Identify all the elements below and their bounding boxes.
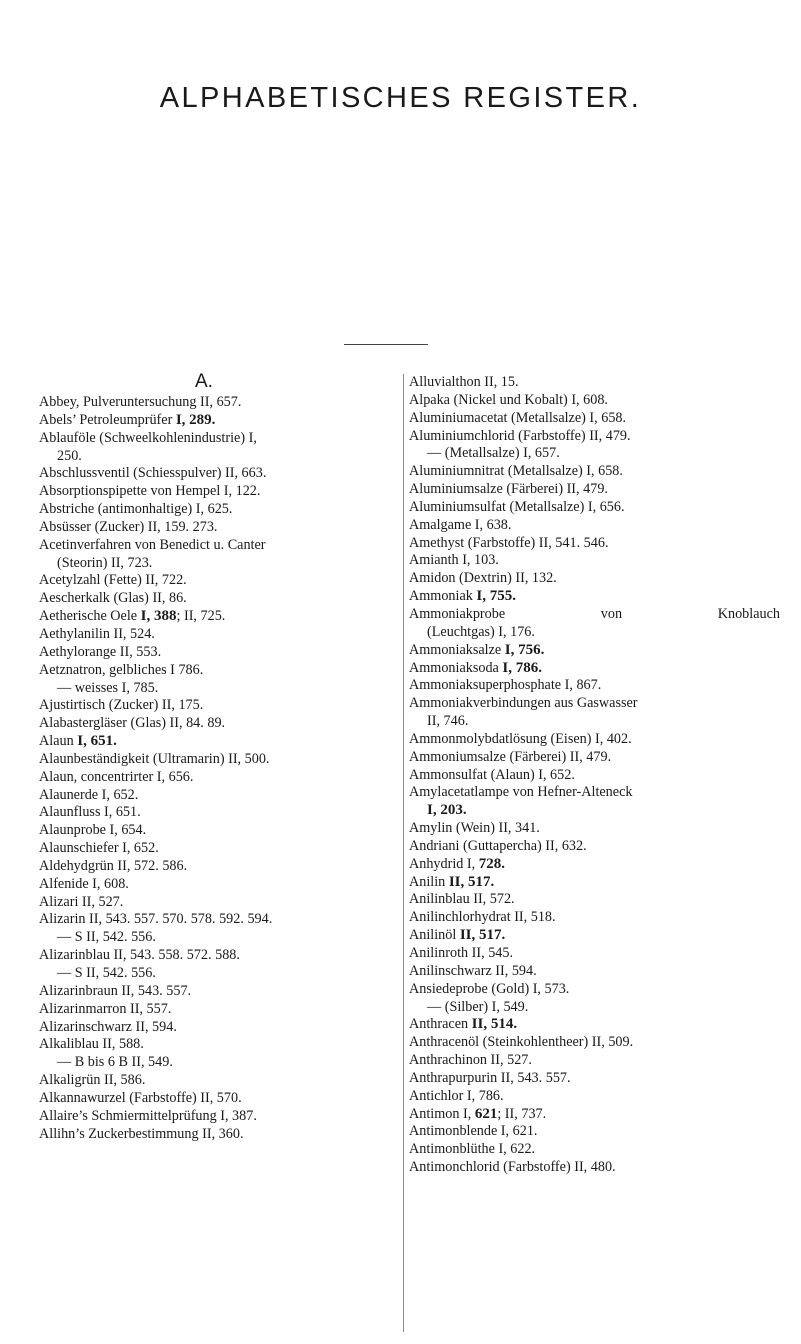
index-entry: Ammoniakverbindungen aus Gaswasser — [409, 695, 638, 712]
index-entry: Abbey, Pulveruntersuchung II, 657. — [39, 394, 242, 410]
index-entry-continuation: (Leuchtgas) I, 176. — [427, 623, 535, 640]
index-entry: Absüsser (Zucker) II, 159. 273. — [39, 518, 218, 535]
entry-term: Alaun — [39, 733, 78, 750]
index-entry: Alizarinschwarz II, 594. — [39, 1018, 177, 1035]
index-entry-continuation: (Steorin) II, 723. — [57, 554, 153, 571]
left-column — [39, 394, 396, 1143]
entry-term: Ammoniaksoda — [409, 659, 503, 676]
entry-main-reference: I, 755. — [476, 588, 516, 605]
entry-main-reference: 621 — [474, 1105, 498, 1122]
entry-term: Antimon I, — [409, 1105, 475, 1122]
index-entry — [409, 856, 794, 874]
entry-word: Ammoniakprobe — [409, 605, 506, 622]
index-entry: Aethylorange II, 553. — [39, 643, 162, 660]
column-divider — [403, 374, 404, 1332]
index-entry: Alabastergläser (Glas) II, 84. 89. — [39, 715, 226, 732]
entry-term: Anthracen — [409, 1016, 472, 1033]
index-entry: Antichlor I, 786. — [409, 1087, 504, 1104]
entry-main-reference: II, 517. — [459, 927, 506, 944]
entry-term: Abels’ Petroleumprüfer — [39, 411, 176, 428]
index-entry: Aluminiumacetat (Metallsalze) I, 658. — [409, 409, 627, 426]
entry-word: von — [600, 605, 623, 622]
entry-secondary-reference: ; II, 737. — [497, 1105, 547, 1122]
index-entry: Amethyst (Farbstoffe) II, 541. 546. — [409, 534, 609, 551]
index-entry-continuation: — S II, 542. 556. — [57, 965, 156, 981]
index-entry: Aethylanilin II, 524. — [39, 625, 155, 642]
page-title: ALPHABETISCHES REGISTER. — [159, 82, 642, 114]
index-entry — [409, 606, 794, 624]
index-entry-continuation: — (Silber) I, 549. — [427, 998, 529, 1015]
index-entry — [39, 608, 396, 626]
entry-main-reference: 728. — [478, 855, 505, 872]
index-entry: Alluvialthon II, 15. — [409, 374, 519, 390]
entry-main-reference: I, 756. — [504, 641, 545, 658]
entry-main-reference: II, 514. — [471, 1016, 518, 1033]
index-entry-continuation — [409, 802, 794, 820]
index-entry-continuation: 250. — [57, 447, 82, 464]
index-entry: Anthrapurpurin II, 543. 557. — [409, 1069, 571, 1086]
index-entry: Ammonsulfat (Alaun) I, 652. — [409, 766, 575, 783]
index-entry: Alkaligrün II, 586. — [39, 1072, 146, 1089]
index-entry: Acetinverfahren von Benedict u. Canter — [39, 536, 266, 553]
entry-word: Knoblauch — [717, 605, 780, 622]
index-entry-continuation: — (Metallsalze) I, 657. — [427, 445, 560, 462]
entry-term: Ammoniaksalze — [409, 641, 505, 658]
entry-term: Aetherische Oele — [39, 608, 141, 625]
index-entry: Abschlussventil (Schiesspulver) II, 663. — [39, 465, 267, 482]
index-entry: Antimonblende I, 621. — [409, 1123, 538, 1140]
index-entry: Amylin (Wein) II, 341. — [409, 820, 540, 837]
index-entry: Ablauföle (Schweelkohlenindustrie) I, — [39, 429, 257, 446]
index-entry-continuation: — B bis 6 B II, 549. — [57, 1054, 173, 1071]
index-entry — [409, 1016, 794, 1034]
title-divider — [344, 344, 428, 345]
index-entry: Aescherkalk (Glas) II, 86. — [39, 590, 187, 607]
index-entry: Amalgame I, 638. — [409, 516, 512, 533]
index-entry: Alaunfluss I, 651. — [39, 804, 141, 821]
index-entry: Alaunerde I, 652. — [39, 786, 139, 803]
entry-secondary-reference: ; II, 725. — [176, 608, 226, 625]
entry-term: Anilin — [409, 873, 449, 890]
index-entry: Anthrachinon II, 527. — [409, 1052, 532, 1069]
index-entry: Allihn’s Zuckerbestimmung II, 360. — [39, 1125, 244, 1142]
index-entry-continuation: — weisses I, 785. — [57, 679, 159, 696]
index-entry — [409, 642, 794, 660]
index-entry: Anilinblau II, 572. — [409, 891, 515, 908]
index-entry: Allaire’s Schmiermittelprüfung I, 387. — [39, 1107, 257, 1124]
index-entry: Amianth I, 103. — [409, 552, 499, 569]
index-entry: Aetznatron, gelbliches I 786. — [39, 661, 204, 678]
index-entry — [39, 412, 396, 430]
index-entry: Anthracenöl (Steinkohlentheer) II, 509. — [409, 1034, 634, 1051]
index-entry: Ansiedeprobe (Gold) I, 573. — [409, 980, 570, 997]
index-entry — [39, 733, 396, 751]
index-entry: Amylacetatlampe von Hefner-Alteneck — [409, 784, 633, 801]
entry-main-reference: I, 203. — [427, 802, 467, 819]
index-entry: Alaunprobe I, 654. — [39, 822, 147, 839]
index-entry: Aluminiumsalze (Färberei) II, 479. — [409, 481, 608, 498]
index-entry: Anilinroth II, 545. — [409, 945, 514, 961]
index-entry — [409, 588, 794, 606]
right-column — [409, 374, 794, 1177]
index-entry: Amidon (Dextrin) II, 132. — [409, 570, 557, 587]
index-entry: Alpaka (Nickel und Kobalt) I, 608. — [409, 391, 608, 408]
index-entry: Anilinschwarz II, 594. — [409, 962, 537, 979]
index-entry: Ammoniumsalze (Färberei) II, 479. — [409, 748, 612, 765]
index-entry: Ajustirtisch (Zucker) II, 175. — [39, 697, 204, 714]
index-entry-continuation: — S II, 542. 556. — [57, 929, 156, 946]
index-entry: Ammoniaksuperphosphate I, 867. — [409, 677, 602, 694]
index-entry: Aldehydgrün II, 572. 586. — [39, 857, 188, 874]
index-entry — [409, 874, 794, 892]
index-entry: Alizarinmarron II, 557. — [39, 1000, 172, 1017]
entry-main-reference: I, 786. — [502, 659, 542, 676]
index-entry: Anilinchlorhydrat II, 518. — [409, 909, 556, 926]
entry-term: Anilinöl — [409, 927, 460, 944]
index-entry: Alkannawurzel (Farbstoffe) II, 570. — [39, 1089, 242, 1106]
entry-main-reference: I, 651. — [77, 733, 117, 750]
index-entry: Alaun, concentrirter I, 656. — [39, 768, 194, 785]
index-entry: Alizari II, 527. — [39, 893, 124, 910]
index-entry: Ammonmolybdatlösung (Eisen) I, 402. — [409, 730, 632, 747]
index-entry: Alizarinblau II, 543. 558. 572. 588. — [39, 947, 240, 964]
entry-term: Anhydrid I, — [409, 855, 479, 872]
entry-main-reference: II, 517. — [448, 873, 495, 890]
index-entry: Aluminiumnitrat (Metallsalze) I, 658. — [409, 463, 623, 480]
index-entry: Abstriche (antimonhaltige) I, 625. — [39, 501, 233, 518]
index-entry: Acetylzahl (Fette) II, 722. — [39, 572, 187, 589]
entry-main-reference: I, 388 — [140, 608, 177, 625]
index-entry: Alizarin II, 543. 557. 570. 578. 592. 594. — [39, 911, 273, 928]
index-entry: Alizarinbraun II, 543. 557. — [39, 982, 192, 999]
index-entry — [409, 660, 794, 678]
index-entry: Andriani (Guttapercha) II, 632. — [409, 837, 587, 854]
index-entry: Alfenide I, 608. — [39, 875, 129, 892]
entry-main-reference: I, 289. — [175, 411, 216, 428]
index-entry: Alkaliblau II, 588. — [39, 1036, 144, 1053]
index-entry — [409, 1106, 794, 1124]
index-entry: Alaunschiefer I, 652. — [39, 840, 159, 857]
index-entry: Antimonchlorid (Farbstoffe) II, 480. — [409, 1159, 616, 1176]
index-entry: Absorptionspipette von Hempel I, 122. — [39, 483, 261, 500]
index-entry — [409, 927, 794, 945]
index-entry: Alaunbeständigkeit (Ultramarin) II, 500. — [39, 750, 270, 767]
entry-term: Ammoniak — [409, 588, 477, 605]
section-letter: A. — [195, 371, 213, 392]
index-entry-continuation: II, 746. — [427, 713, 469, 730]
index-entry: Aluminiumchlorid (Farbstoffe) II, 479. — [409, 427, 631, 444]
index-entry: Antimonblüthe I, 622. — [409, 1141, 536, 1158]
index-entry: Aluminiumsulfat (Metallsalze) I, 656. — [409, 498, 625, 515]
